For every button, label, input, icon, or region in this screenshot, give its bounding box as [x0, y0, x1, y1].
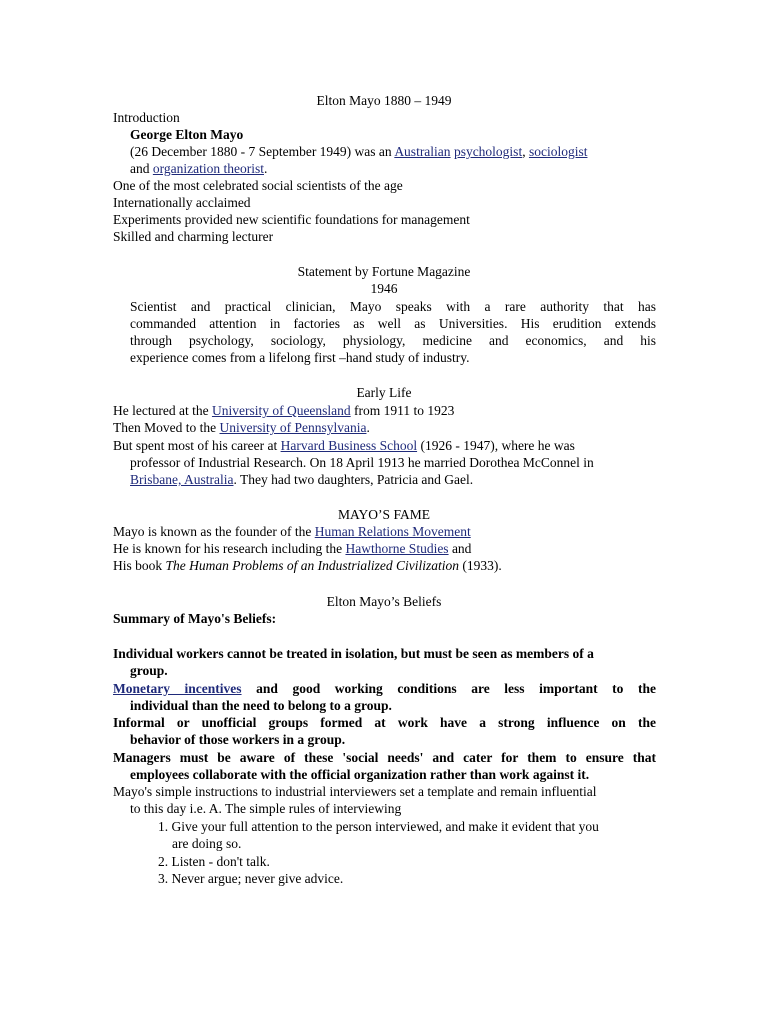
fame-text: (1933). — [459, 558, 502, 573]
fortune-year: 1946 — [370, 281, 398, 296]
person-name: George Elton Mayo — [130, 127, 244, 142]
link-sociologist[interactable]: sociologist — [528, 144, 588, 159]
bio-line-2 — [130, 160, 267, 177]
link-harvard-business-school[interactable]: Harvard Business School — [280, 438, 418, 453]
intro-point: Internationally acclaimed — [113, 195, 251, 210]
early-text: But spent most of his career at — [113, 438, 281, 453]
early-life-line — [113, 437, 575, 454]
belief-line: behavior of those workers in a group. — [130, 732, 346, 747]
bio-line — [130, 143, 587, 160]
book-title: The Human Problems of an Industrialized Civilization — [165, 558, 460, 573]
bio-and: and — [130, 161, 153, 176]
intro-point: Skilled and charming lecturer — [113, 229, 274, 244]
instructions-line: Mayo's simple instructions to industrial interviewers set a template and remain influential — [113, 784, 597, 799]
belief-line: Informal or unofficial groups formed at work have a strong influence on the — [113, 715, 656, 730]
interview-rule: 1. Give your full attention to the person interviewed, and make it evident that you — [158, 819, 599, 834]
interview-rule: are doing so. — [172, 836, 242, 851]
beliefs-summary: Summary of Mayo's Beliefs: — [113, 611, 277, 626]
bio-period: . — [263, 161, 268, 176]
fame-line — [113, 523, 471, 540]
quote-line: commanded attention in factories as well as Universities. His erudition extends — [130, 316, 656, 331]
quote-line: Scientist and practical clinician, Mayo speaks with a rare authority that has — [130, 299, 656, 314]
fame-text: and — [448, 541, 472, 556]
fame-text: Mayo is known as the founder of the — [113, 524, 315, 539]
link-psychologist[interactable]: psychologist — [453, 144, 523, 159]
link-organization-theorist[interactable]: organization theorist — [152, 161, 264, 176]
fortune-heading: Statement by Fortune Magazine — [297, 264, 471, 279]
link-university-of-pennsylvania[interactable]: University of Pennsylvania — [219, 420, 367, 435]
early-life-heading: Early Life — [356, 385, 412, 400]
bio-comma: , — [522, 144, 526, 159]
link-university-of-queensland[interactable]: University of Queensland — [211, 403, 351, 418]
early-text: Then Moved to the — [113, 420, 220, 435]
intro-point: Experiments provided new scientific foundations for management — [113, 212, 470, 227]
early-text: . They had two daughters, Patricia and Gael. — [233, 472, 474, 487]
early-text: He lectured at the — [113, 403, 212, 418]
belief-line: Individual workers cannot be treated in isolation, but must be seen as members of a — [113, 646, 594, 661]
belief-line — [113, 680, 656, 697]
fame-text: He is known for his research including the — [113, 541, 346, 556]
intro-heading: Introduction — [113, 110, 180, 125]
document-title: Elton Mayo 1880 – 1949 — [316, 93, 452, 108]
early-life-line — [130, 471, 473, 488]
fame-line — [113, 557, 502, 574]
interview-rule: 2. Listen - don't talk. — [158, 854, 270, 869]
quote-line: experience comes from a lifelong first –hand study of industry. — [130, 350, 470, 365]
link-australian[interactable]: Australian — [394, 144, 451, 159]
beliefs-heading: Elton Mayo’s Beliefs — [326, 594, 442, 609]
belief-line: Managers must be aware of these 'social needs' and cater for them to ensure that — [113, 750, 656, 765]
intro-point: One of the most celebrated social scientists of the age — [113, 178, 403, 193]
fame-line — [113, 540, 471, 557]
bio-text: (26 December 1880 - 7 September 1949) was an — [130, 144, 395, 159]
early-text: (1926 - 1947), where he was — [417, 438, 575, 453]
link-human-relations-movement[interactable]: Human Relations Movement — [314, 524, 471, 539]
early-life-line — [113, 419, 370, 436]
link-hawthorne-studies[interactable]: Hawthorne Studies — [345, 541, 449, 556]
early-text: . — [366, 420, 370, 435]
link-monetary-incentives[interactable]: Monetary incentives — [113, 681, 242, 696]
belief-line: employees collaborate with the official organization rather than work against it. — [130, 767, 590, 782]
belief-line: individual than the need to belong to a group. — [130, 698, 392, 713]
quote-line: through psychology, sociology, physiology, medicine and economics, and his — [130, 333, 656, 348]
belief-text: and good working conditions are less important to the — [241, 681, 656, 696]
fame-text: His book — [113, 558, 166, 573]
early-life-line — [113, 402, 454, 419]
interview-rule: 3. Never argue; never give advice. — [158, 871, 344, 886]
link-brisbane-australia[interactable]: Brisbane, Australia — [130, 472, 234, 487]
early-text: from 1911 to 1923 — [350, 403, 455, 418]
belief-line: group. — [130, 663, 168, 678]
early-life-line: professor of Industrial Research. On 18 April 1913 he married Dorothea McConnel in — [130, 455, 594, 470]
instructions-line: to this day i.e. A. The simple rules of interviewing — [130, 801, 402, 816]
fame-heading: MAYO’S FAME — [338, 507, 430, 522]
